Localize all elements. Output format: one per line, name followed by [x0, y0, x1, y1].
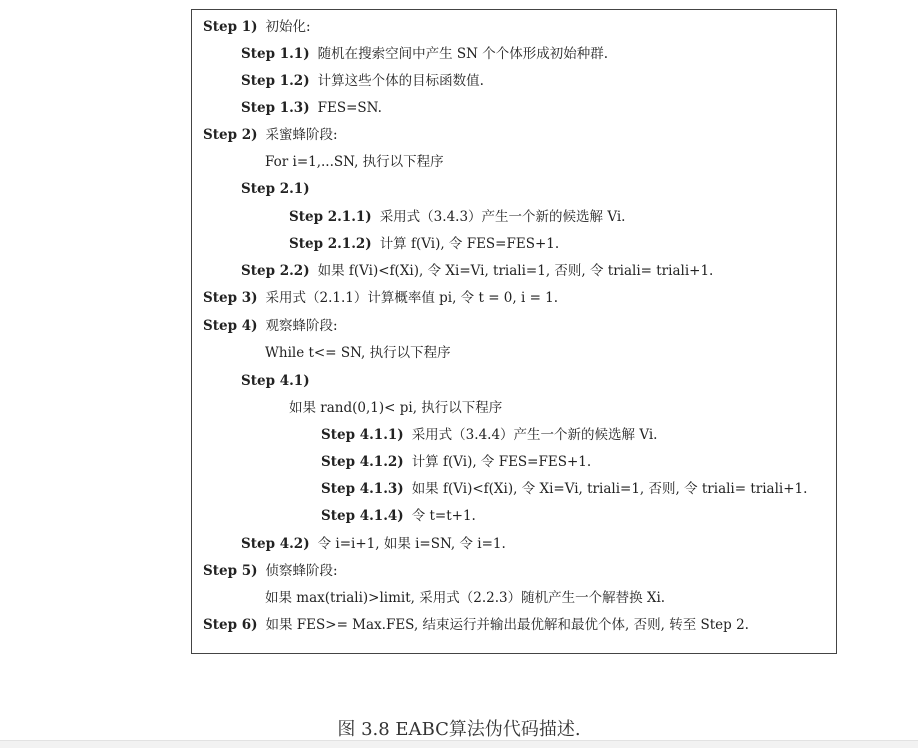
step-label: Step 2.1): [241, 181, 310, 197]
algo-line: [321, 507, 476, 525]
step-text: 如果 rand(0,1)< pi, 执行以下程序: [289, 400, 503, 416]
algo-line: [289, 399, 502, 417]
step-label: Step 1.2): [241, 73, 310, 89]
step-label: Step 4): [203, 318, 258, 334]
algo-line: [241, 45, 608, 63]
algo-line: [203, 18, 311, 36]
step-label: Step 1.1): [241, 46, 310, 62]
algo-line: [241, 99, 382, 117]
step-label: Step 2.1.1): [289, 209, 372, 225]
step-text: 采用式（3.4.4）产生一个新的候选解 Vi.: [411, 427, 658, 443]
algo-line: [265, 344, 451, 362]
step-text: 令 i=i+1, 如果 i=SN, 令 i=1.: [317, 536, 506, 552]
step-text: 令 t=t+1.: [411, 508, 476, 524]
step-label: Step 4.1): [241, 373, 310, 389]
algo-line: [203, 616, 749, 634]
algo-line: [321, 453, 591, 471]
algo-line: [203, 562, 338, 580]
step-text: 计算 f(Vi), 令 FES=FES+1.: [411, 454, 592, 470]
algo-line: [203, 126, 338, 144]
step-text: For i=1,...SN, 执行以下程序: [265, 154, 444, 170]
algo-line: [241, 262, 713, 280]
algo-line: [321, 426, 657, 444]
step-label: Step 1.3): [241, 100, 310, 116]
algo-line: [241, 535, 506, 553]
step-text: 如果 f(Vi)<f(Xi), 令 Xi=Vi, triali=1, 否则, 令 triali= triali+1.: [317, 263, 714, 279]
step-label: Step 4.1.3): [321, 481, 404, 497]
algo-line: [203, 317, 338, 335]
step-text: FES=SN.: [317, 100, 382, 116]
algo-line: [289, 235, 559, 253]
step-text: 如果 f(Vi)<f(Xi), 令 Xi=Vi, triali=1, 否则, 令 triali= triali+1.: [411, 481, 808, 497]
figure-caption: 图 3.8 EABC算法伪代码描述.: [337, 719, 581, 740]
step-text: 观察蜂阶段:: [265, 318, 338, 334]
step-label: Step 4.2): [241, 536, 310, 552]
step-label: Step 5): [203, 563, 258, 579]
step-text: 计算 f(Vi), 令 FES=FES+1.: [379, 236, 560, 252]
step-label: Step 6): [203, 617, 258, 633]
algo-line: [289, 208, 625, 226]
step-text: 侦察蜂阶段:: [265, 563, 338, 579]
step-text: 随机在搜索空间中产生 SN 个个体形成初始种群.: [317, 46, 609, 62]
step-label: Step 4.1.4): [321, 508, 404, 524]
algorithm-box: [191, 9, 837, 654]
step-label: Step 3): [203, 290, 258, 306]
algo-line: [321, 480, 807, 498]
algo-line: [241, 72, 484, 90]
step-text: 如果 FES>= Max.FES, 结束运行并输出最优解和最优个体, 否则, 转至 Step 2.: [265, 617, 749, 633]
step-text: 采蜜蜂阶段:: [265, 127, 338, 143]
algo-line: [203, 289, 558, 307]
step-text: 采用式（3.4.3）产生一个新的候选解 Vi.: [379, 209, 626, 225]
step-label: Step 2.1.2): [289, 236, 372, 252]
step-label: Step 2.2): [241, 263, 310, 279]
algo-line: [241, 180, 318, 198]
algo-line: [265, 153, 444, 171]
step-label: Step 4.1.2): [321, 454, 404, 470]
step-text: 初始化:: [265, 19, 311, 35]
step-label: Step 2): [203, 127, 258, 143]
step-label: Step 1): [203, 19, 258, 35]
step-text: 如果 max(triali)>limit, 采用式（2.2.3）随机产生一个解替换 Xi.: [265, 590, 666, 606]
step-text: 计算这些个体的目标函数值.: [317, 73, 484, 89]
algo-line: [241, 372, 318, 390]
step-label: Step 4.1.1): [321, 427, 404, 443]
step-text: 采用式（2.1.1）计算概率值 pi, 令 t = 0, i = 1.: [265, 290, 559, 306]
algo-line: [265, 589, 665, 607]
step-text: While t<= SN, 执行以下程序: [265, 345, 451, 361]
